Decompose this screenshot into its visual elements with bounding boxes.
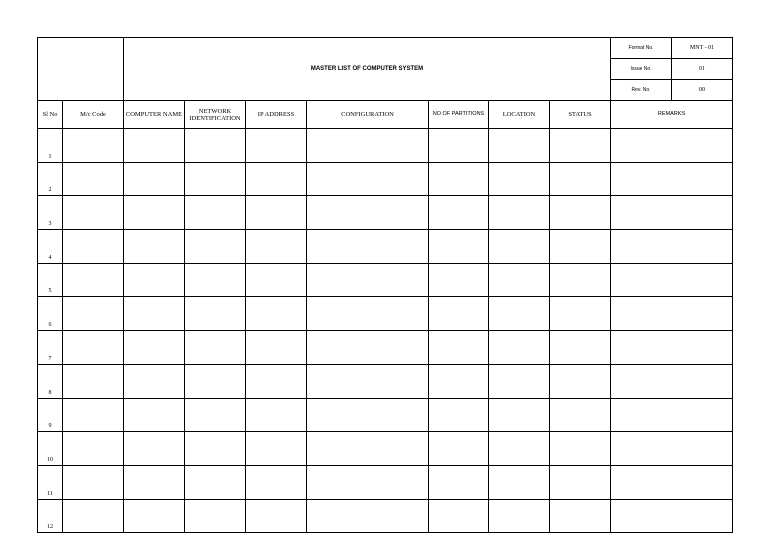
table-row bbox=[38, 230, 733, 264]
table-cell bbox=[611, 331, 733, 365]
row-number: 5 bbox=[38, 263, 63, 297]
table-cell bbox=[429, 331, 489, 365]
table-cell bbox=[246, 263, 307, 297]
table-cell bbox=[307, 364, 429, 398]
table-cell bbox=[550, 129, 611, 163]
table-cell bbox=[124, 297, 185, 331]
table-cell bbox=[489, 196, 550, 230]
form-title: MASTER LIST OF COMPUTER SYSTEM bbox=[124, 38, 611, 101]
table-cell bbox=[246, 432, 307, 466]
table-cell bbox=[246, 499, 307, 533]
master-list-table bbox=[37, 37, 733, 533]
table-cell bbox=[611, 465, 733, 499]
table-cell bbox=[611, 263, 733, 297]
table-cell bbox=[489, 465, 550, 499]
table-row bbox=[38, 162, 733, 196]
table-cell bbox=[246, 465, 307, 499]
table-cell bbox=[429, 398, 489, 432]
table-cell bbox=[63, 196, 124, 230]
format-no-label: Format No. bbox=[611, 38, 672, 59]
table-cell bbox=[550, 432, 611, 466]
table-cell bbox=[489, 398, 550, 432]
table-cell bbox=[246, 230, 307, 264]
table-cell bbox=[550, 263, 611, 297]
table-row bbox=[38, 263, 733, 297]
table-cell bbox=[429, 263, 489, 297]
row-number: 9 bbox=[38, 398, 63, 432]
table-cell bbox=[63, 297, 124, 331]
col-sl-no: Sl No bbox=[38, 101, 63, 129]
table-cell bbox=[124, 364, 185, 398]
table-cell bbox=[185, 499, 246, 533]
col-configuration: CONFIGURATION bbox=[307, 101, 429, 129]
rev-no-label: Rev. No. bbox=[611, 80, 672, 101]
table-cell bbox=[611, 196, 733, 230]
table-cell bbox=[550, 499, 611, 533]
table-cell bbox=[429, 196, 489, 230]
table-cell bbox=[611, 364, 733, 398]
table-cell bbox=[429, 297, 489, 331]
col-no-of-partitions: NO OF PARTITIONS bbox=[429, 101, 489, 129]
table-cell bbox=[489, 263, 550, 297]
table-cell bbox=[307, 129, 429, 163]
table-row bbox=[38, 364, 733, 398]
table-cell bbox=[429, 432, 489, 466]
table-cell bbox=[124, 398, 185, 432]
col-network-identification: NETWORK IDENTIFICATION bbox=[185, 101, 246, 129]
table-cell bbox=[185, 162, 246, 196]
table-cell bbox=[185, 129, 246, 163]
table-row bbox=[38, 499, 733, 533]
table-cell bbox=[429, 364, 489, 398]
table-cell bbox=[550, 331, 611, 365]
col-location: LOCATION bbox=[489, 101, 550, 129]
row-number: 2 bbox=[38, 162, 63, 196]
table-cell bbox=[124, 162, 185, 196]
table-cell bbox=[124, 196, 185, 230]
row-number: 4 bbox=[38, 230, 63, 264]
col-status: STATUS bbox=[550, 101, 611, 129]
table-cell bbox=[550, 398, 611, 432]
table-cell bbox=[489, 297, 550, 331]
row-number: 3 bbox=[38, 196, 63, 230]
table-cell bbox=[550, 465, 611, 499]
format-no-value: MNT - 01 bbox=[672, 38, 733, 59]
table-cell bbox=[185, 331, 246, 365]
table-cell bbox=[124, 129, 185, 163]
col-ip-address: IP ADDRESS bbox=[246, 101, 307, 129]
table-cell bbox=[63, 465, 124, 499]
table-row bbox=[38, 196, 733, 230]
table-cell bbox=[429, 499, 489, 533]
col-mc-code: M/c Code bbox=[63, 101, 124, 129]
table-cell bbox=[489, 331, 550, 365]
table-row bbox=[38, 297, 733, 331]
table-cell bbox=[63, 364, 124, 398]
row-number: 12 bbox=[38, 499, 63, 533]
table-cell bbox=[185, 364, 246, 398]
table-cell bbox=[246, 162, 307, 196]
table-row bbox=[38, 129, 733, 163]
table-cell bbox=[550, 297, 611, 331]
column-header-row bbox=[38, 101, 733, 129]
table-cell bbox=[307, 331, 429, 365]
master-list-form bbox=[37, 37, 732, 533]
table-cell bbox=[246, 331, 307, 365]
table-cell bbox=[307, 499, 429, 533]
table-cell bbox=[489, 364, 550, 398]
table-cell bbox=[63, 230, 124, 264]
row-number: 7 bbox=[38, 331, 63, 365]
row-number: 1 bbox=[38, 129, 63, 163]
table-cell bbox=[429, 162, 489, 196]
table-cell bbox=[611, 297, 733, 331]
row-number: 11 bbox=[38, 465, 63, 499]
table-cell bbox=[185, 297, 246, 331]
row-number: 10 bbox=[38, 432, 63, 466]
table-cell bbox=[246, 398, 307, 432]
issue-no-label: Issue No. bbox=[611, 59, 672, 80]
table-cell bbox=[307, 465, 429, 499]
table-cell bbox=[307, 398, 429, 432]
table-cell bbox=[489, 162, 550, 196]
table-cell bbox=[185, 263, 246, 297]
table-cell bbox=[307, 196, 429, 230]
table-cell bbox=[63, 129, 124, 163]
table-cell bbox=[429, 230, 489, 264]
table-cell bbox=[611, 499, 733, 533]
table-cell bbox=[185, 432, 246, 466]
blank-header-cell bbox=[38, 38, 124, 101]
table-cell bbox=[307, 432, 429, 466]
table-cell bbox=[429, 129, 489, 163]
table-cell bbox=[307, 162, 429, 196]
table-cell bbox=[550, 196, 611, 230]
table-cell bbox=[124, 465, 185, 499]
table-row bbox=[38, 465, 733, 499]
table-cell bbox=[611, 129, 733, 163]
table-cell bbox=[489, 230, 550, 264]
table-cell bbox=[611, 398, 733, 432]
table-cell bbox=[246, 196, 307, 230]
table-cell bbox=[611, 432, 733, 466]
table-cell bbox=[489, 129, 550, 163]
table-cell bbox=[489, 432, 550, 466]
table-row bbox=[38, 398, 733, 432]
table-row bbox=[38, 432, 733, 466]
table-cell bbox=[550, 230, 611, 264]
table-cell bbox=[124, 263, 185, 297]
table-cell bbox=[63, 432, 124, 466]
row-number: 8 bbox=[38, 364, 63, 398]
table-cell bbox=[550, 364, 611, 398]
table-cell bbox=[63, 398, 124, 432]
table-cell bbox=[429, 465, 489, 499]
table-cell bbox=[124, 499, 185, 533]
col-remarks: REMARKS bbox=[611, 101, 733, 129]
table-cell bbox=[550, 162, 611, 196]
table-cell bbox=[246, 364, 307, 398]
table-cell bbox=[124, 331, 185, 365]
table-cell bbox=[63, 263, 124, 297]
row-number: 6 bbox=[38, 297, 63, 331]
table-cell bbox=[307, 297, 429, 331]
table-cell bbox=[611, 230, 733, 264]
table-cell bbox=[611, 162, 733, 196]
header-row-format bbox=[38, 38, 733, 59]
table-cell bbox=[63, 499, 124, 533]
table-cell bbox=[185, 230, 246, 264]
table-cell bbox=[307, 263, 429, 297]
table-cell bbox=[185, 465, 246, 499]
table-cell bbox=[63, 331, 124, 365]
rev-no-value: 00 bbox=[672, 80, 733, 101]
table-cell bbox=[124, 432, 185, 466]
table-cell bbox=[185, 398, 246, 432]
table-cell bbox=[246, 129, 307, 163]
issue-no-value: 01 bbox=[672, 59, 733, 80]
table-cell bbox=[185, 196, 246, 230]
table-cell bbox=[307, 230, 429, 264]
table-cell bbox=[489, 499, 550, 533]
table-cell bbox=[124, 230, 185, 264]
col-computer-name: COMPUTER NAME bbox=[124, 101, 185, 129]
table-row bbox=[38, 331, 733, 365]
table-cell bbox=[246, 297, 307, 331]
table-cell bbox=[63, 162, 124, 196]
